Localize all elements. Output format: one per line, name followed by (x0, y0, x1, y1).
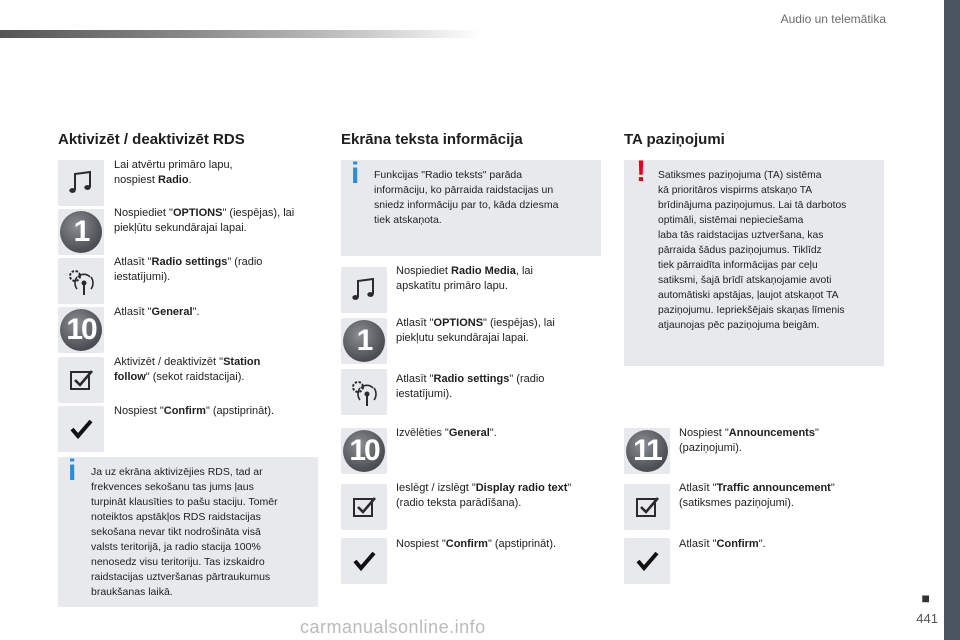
checkmark-icon (624, 538, 670, 584)
page-dot: ■ (921, 590, 930, 606)
col3-warning-note: ! Satiksmes paziņojuma (TA) sistēma kā prioritāros vispirms atskaņo TA brīdinājuma paziņojumus. Lai tā darbotos optimāli, sistēmai nepieciešama laba tās raidstacijas uztveršana, kas pārraida šādus paziņojumus. Tiklīdz tiek pārraidīta informācijas par ceļu satiksmi, šajā brīdī atskaņojamie avoti automātiski apstājas, ļaujot atskaņot TA paziņojumu. Iepriekšējais skaņas līmenis atjaunojas pēc paziņojuma beigām. (624, 160, 884, 366)
col2-step-4-text: Izvēlēties "General". (396, 427, 497, 439)
page-edge-bar (944, 0, 960, 640)
col2-step-6-text: Nospiest "Confirm" (apstiprināt). (396, 538, 557, 550)
radio-settings-icon (58, 258, 104, 304)
col2-step-3-text: Atlasīt "Radio settings" (radio iestatījumi). (396, 373, 545, 400)
checkbox-icon (58, 357, 104, 403)
col2-info-note: i Funkcijas "Radio teksts" parāda informāciju, ko pārraida raidstacijas un sniedz informāciju par to, kāda dziesma tiek atskaņota. (341, 160, 601, 256)
step-marker-10: 10 (58, 307, 104, 353)
col2-step-1-text: Nospiediet Radio Media, lai apskatītu primāro lapu. (396, 265, 533, 292)
section-title: Audio un telemātika (780, 12, 886, 26)
col2-title: Ekrāna teksta informācija (341, 131, 523, 148)
step-marker-1: 1 (58, 209, 104, 255)
col1-step-4-text: Atlasīt "General". (114, 306, 200, 318)
col2-step-2-text: Atlasīt "OPTIONS" (iespējas), lai piekļutu sekundārajai lapai. (396, 317, 555, 344)
warning-icon: ! (636, 155, 646, 188)
col1-step-6-text: Nospiest "Confirm" (apstiprināt). (114, 405, 275, 417)
watermark: carmanualsonline.info (300, 617, 486, 637)
checkbox-icon (341, 484, 387, 530)
col3-title: TA paziņojumi (624, 131, 725, 148)
info-icon: i (68, 454, 77, 487)
col1-step-5-text: Aktivizēt / deaktivizēt "Station follow" (sekot raidstacijai). (114, 356, 261, 383)
col1-title: Aktivizēt / deaktivizēt RDS (58, 131, 245, 148)
music-note-icon (58, 160, 104, 206)
col1-step-1-text: Lai atvērtu primāro lapu, nospiest Radio. (114, 159, 233, 186)
checkmark-icon (341, 538, 387, 584)
col2-step-5-text: Ieslēgt / izslēgt "Display radio text" (radio teksta parādīšana). (396, 482, 572, 509)
info-icon: i (351, 157, 360, 190)
header-gradient-bar (0, 30, 480, 38)
col1-info-note: i Ja uz ekrāna aktivizējies RDS, tad ar frekvences sekošanu tas jums ļaus turpināt klausīties to pašu staciju. Tomēr noteiktos apstākļos RDS raidstacijas sekošana nevar tikt nodrošināta visā valsts teritorijā, ja radio stacija 100% nenosedz visu teritoriju. Tas izskaidro raidstacijas uztveršanas pārtraukumus braukšanas laikā. (58, 457, 318, 607)
checkbox-icon (624, 484, 670, 530)
col3-step-3-text: Atlasīt "Confirm". (679, 538, 766, 550)
col3-step-1-text: Nospiest "Announcements" (paziņojumi). (679, 427, 819, 454)
col1-step-3-text: Atlasīt "Radio settings" (radio iestatījumi). (114, 256, 263, 283)
checkmark-icon (58, 406, 104, 452)
page-number: 441 (916, 611, 938, 626)
step-marker-1: 1 (341, 318, 387, 364)
col1-step-2-text: Nospiediet "OPTIONS" (iespējas), lai piekļūtu sekundārajai lapai. (114, 207, 295, 234)
step-marker-10: 10 (341, 428, 387, 474)
radio-settings-icon (341, 369, 387, 415)
step-marker-11: 11 (624, 428, 670, 474)
col3-step-2-text: Atlasīt "Traffic announcement" (satiksmes paziņojumi). (679, 482, 835, 509)
music-note-icon (341, 267, 387, 313)
